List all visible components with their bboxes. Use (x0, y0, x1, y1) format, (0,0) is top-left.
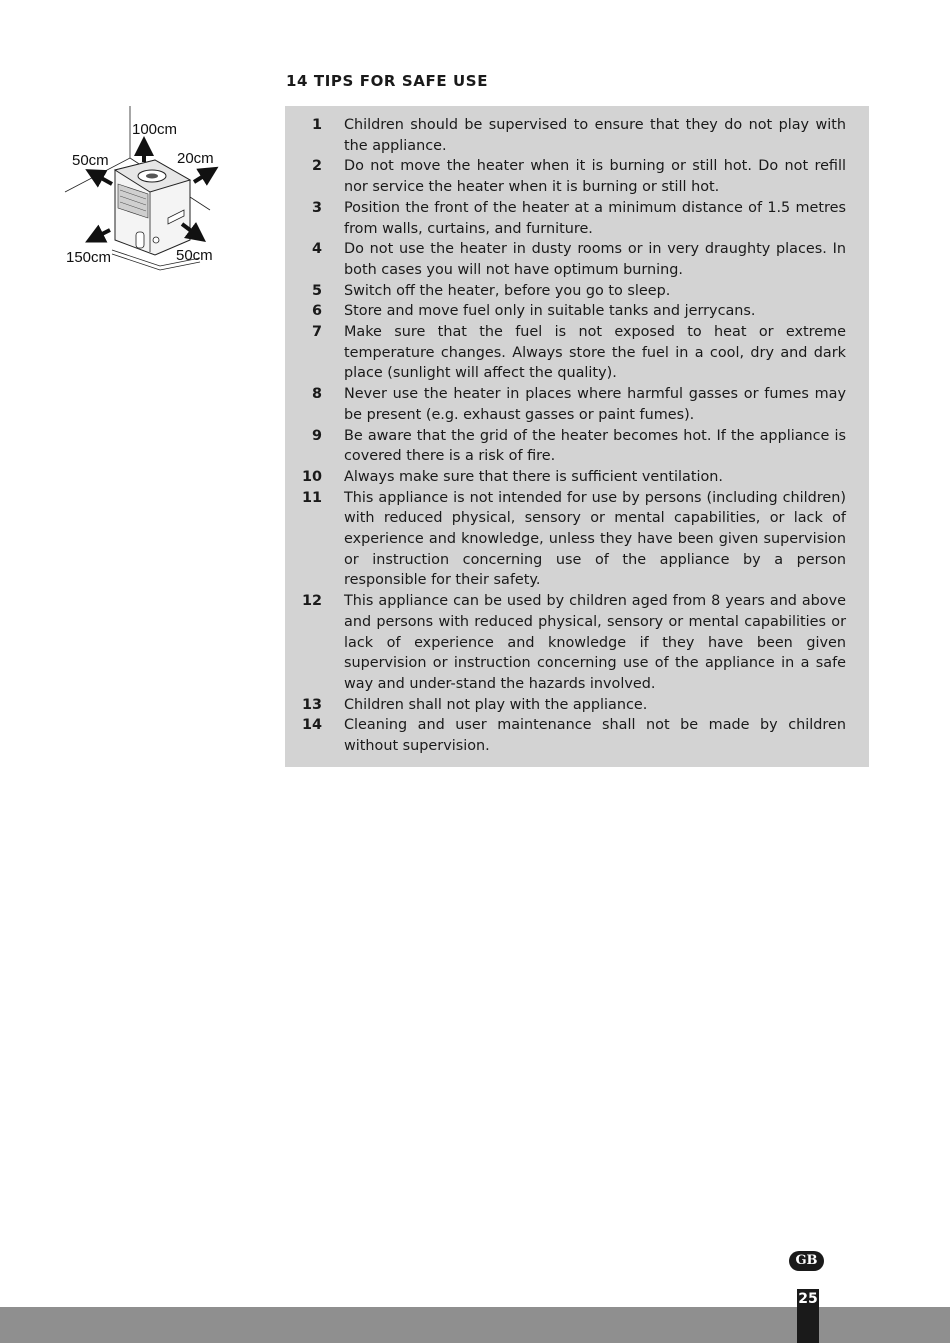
tip-number: 3 (311, 199, 322, 216)
tip-item (295, 488, 846, 592)
tip-number: 7 (311, 324, 322, 341)
tip-number: 4 (311, 241, 322, 258)
heater-clearance-diagram (60, 100, 230, 280)
clearance-label-top: 100cm (132, 121, 178, 138)
tip-number: 8 (311, 386, 322, 403)
tip-number: 2 (311, 158, 322, 175)
tip-number: 12 (301, 593, 322, 610)
tip-text: Be aware that the grid of the heater becomes hot. If the appliance is covered there is a risk of fire. (344, 427, 846, 465)
tip-text: Always make sure that there is sufficient ventilation. (344, 468, 723, 485)
tip-item (295, 695, 846, 716)
tip-text: This appliance is not intended for use by persons (including children) with reduced physical, sensory or mental capabilities, or lack of experience and knowledge, unless they have been given supervision or instruction concerning use of the appliance by a person responsible for their safety. (344, 489, 846, 589)
tip-item (295, 426, 846, 467)
tip-number: 13 (301, 696, 322, 713)
tip-number: 5 (311, 282, 322, 299)
tip-text: This appliance can be used by children aged from 8 years and above and persons with reduced physical, sensory or mental capabilities or lack of experience and knowledge if they have been given supervision or instruction concerning use of the appliance in a safe way and under-stand the hazards involved. (344, 593, 846, 692)
page-number: 25 (798, 1291, 818, 1307)
tips-box (285, 106, 869, 767)
tip-number: 6 (311, 303, 322, 320)
tip-item (295, 384, 846, 425)
tip-text: Cleaning and user maintenance shall not be made by children without supervision. (344, 717, 846, 755)
tip-item (295, 467, 846, 488)
tip-text: Make sure that the fuel is not exposed to heat or extreme temperature changes. Always store the fuel in a cool, dry and dark place (sunlight will affect the quality). (344, 324, 846, 382)
tip-text: Do not move the heater when it is burning or still hot. Do not refill nor service the heater when it is burning or still hot. (344, 158, 846, 196)
tip-item (295, 715, 846, 756)
tip-number: 9 (311, 427, 322, 444)
page-number-tab (797, 1289, 819, 1343)
tip-item (295, 322, 846, 384)
clearance-label-right: 20cm (177, 150, 214, 167)
tip-text: Position the front of the heater at a minimum distance of 1.5 metres from walls, curtains, and furniture. (344, 199, 846, 237)
tip-text: Children should be supervised to ensure that they do not play with the appliance. (344, 117, 846, 154)
tip-item (295, 115, 846, 156)
clearance-label-left: 50cm (72, 152, 109, 169)
tip-number: 10 (301, 468, 322, 485)
tip-item (295, 591, 846, 695)
tip-number: 11 (301, 489, 322, 506)
tip-text: Do not use the heater in dusty rooms or in very draughty places. In both cases you will not have optimum burning. (344, 241, 846, 278)
tip-text: Store and move fuel only in suitable tanks and jerrycans. (344, 303, 756, 320)
tip-item (295, 281, 846, 302)
tip-text: Never use the heater in places where harmful gasses or fumes may be present (e.g. exhaust gasses or paint fumes). (344, 386, 846, 423)
tip-number: 14 (301, 717, 322, 734)
tip-text: Switch off the heater, before you go to sleep. (344, 282, 671, 299)
tip-number: 1 (311, 117, 322, 133)
tip-item (295, 198, 846, 239)
tip-item (295, 239, 846, 280)
clearance-label-front-right: 50cm (176, 247, 213, 264)
tip-text: Children shall not play with the appliance. (344, 696, 648, 713)
heater-illustration (115, 160, 190, 255)
tip-item (295, 156, 846, 197)
section-title: 14 TIPS FOR SAFE USE (286, 72, 489, 90)
tip-item (295, 301, 846, 322)
clearance-label-front-left: 150cm (66, 249, 112, 266)
language-badge: GB (789, 1251, 824, 1271)
